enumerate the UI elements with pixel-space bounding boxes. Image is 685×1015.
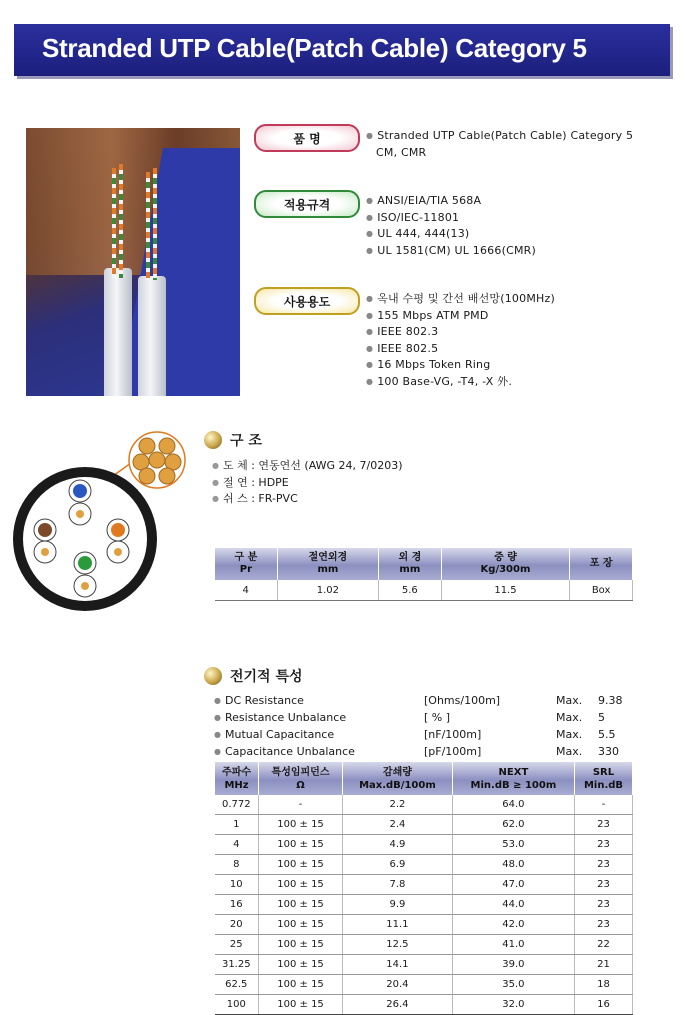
- table-row: 1 100 ± 15 2.4 62.0 23: [215, 815, 633, 835]
- electrical-title: 전기적 특성: [230, 669, 303, 685]
- usage-item: ● 16 Mbps Token Ring: [366, 357, 555, 374]
- usage-item: ● 옥내 수평 및 간선 배선망(100MHz): [366, 291, 555, 308]
- standard-item: ● UL 1581(CM) UL 1666(CMR): [366, 243, 536, 260]
- table-row: 16 100 ± 15 9.9 44.0 23: [215, 895, 633, 915]
- electrical-row: ● Resistance Unbalance [ % ] Max. 5: [214, 709, 634, 726]
- table-row: 4 100 ± 15 4.9 53.0 23: [215, 835, 633, 855]
- header-cell: 감쇄량 Max.dB/100m: [343, 762, 453, 795]
- structure-item: ● 절 연 : HDPE: [212, 475, 403, 492]
- usage-item: ● 155 Mbps ATM PMD: [366, 308, 555, 325]
- header-cell: 외 경 mm: [378, 548, 441, 580]
- standard-item: ● ISO/IEC-11801: [366, 210, 536, 227]
- product-name-list: [366, 128, 633, 161]
- electrical-row: ● Mutual Capacitance [nF/100m] Max. 5.5: [214, 726, 634, 743]
- usage-item: ● 100 Base-VG, -T4, -X 外.: [366, 374, 555, 391]
- usage-item: ● IEEE 802.5: [366, 341, 555, 358]
- cross-section-diagram: [10, 428, 210, 614]
- header-cell: 구 분 Pr: [215, 548, 278, 580]
- header-cell: 절연외경 mm: [277, 548, 378, 580]
- table-row: 0.772 - 2.2 64.0 -: [215, 795, 633, 815]
- structure-title: 구 조: [230, 433, 262, 449]
- electrical-list: [214, 692, 634, 760]
- usage-item: ● IEEE 802.3: [366, 324, 555, 341]
- header-cell: NEXT Min.dB ≥ 100m: [452, 762, 574, 795]
- electrical-row: ● Capacitance Unbalance [pF/100m] Max. 330: [214, 743, 634, 760]
- product-name-line: CM, CMR: [376, 145, 427, 159]
- table-row: 25 100 ± 15 12.5 41.0 22: [215, 935, 633, 955]
- badge-usage: 사용용도: [254, 287, 360, 315]
- table-row: 100 100 ± 15 26.4 32.0 16: [215, 995, 633, 1015]
- header-cell: 특성임피던스 Ω: [259, 762, 343, 795]
- structure-section: [204, 430, 262, 450]
- standard-item: ● UL 444, 444(13): [366, 226, 536, 243]
- table-row: 20 100 ± 15 11.1 42.0 23: [215, 915, 633, 935]
- badge-product-name: 품 명: [254, 124, 360, 152]
- product-name-line: ● Stranded UTP Cable(Patch Cable) Category 5: [366, 128, 633, 145]
- table-row: 4 1.02 5.6 11.5 Box: [215, 580, 633, 601]
- usages-list: [366, 291, 555, 390]
- electrical-row: ● DC Resistance [Ohms/100m] Max. 9.38: [214, 692, 634, 709]
- structure-item: ● 도 체 : 연동연선 (AWG 24, 7/0203): [212, 458, 403, 475]
- structure-table: [214, 548, 633, 601]
- table-row: 8 100 ± 15 6.9 48.0 23: [215, 855, 633, 875]
- bullet-ball-icon: [204, 431, 222, 449]
- badge-standard: 적용규격: [254, 190, 360, 218]
- structure-list: [212, 458, 403, 508]
- bullet-ball-icon: [204, 667, 222, 685]
- header-cell: SRL Min.dB: [575, 762, 633, 795]
- header-cell: 주파수 MHz: [215, 762, 259, 795]
- standard-item: ● ANSI/EIA/TIA 568A: [366, 193, 536, 210]
- header-cell: 포 장: [570, 548, 633, 580]
- table-row: 31.25 100 ± 15 14.1 39.0 21: [215, 955, 633, 975]
- title-banner: [14, 24, 670, 76]
- page-title: Stranded UTP Cable(Patch Cable) Category 5: [42, 33, 587, 63]
- cable-photo: [26, 128, 240, 396]
- structure-item: ● 쉬 스 : FR-PVC: [212, 491, 403, 508]
- table-row: 62.5 100 ± 15 20.4 35.0 18: [215, 975, 633, 995]
- standards-list: [366, 193, 536, 259]
- performance-table: [214, 762, 633, 1015]
- table-row: 10 100 ± 15 7.8 47.0 23: [215, 875, 633, 895]
- header-cell: 중 량 Kg/300m: [441, 548, 570, 580]
- electrical-section: [204, 666, 303, 686]
